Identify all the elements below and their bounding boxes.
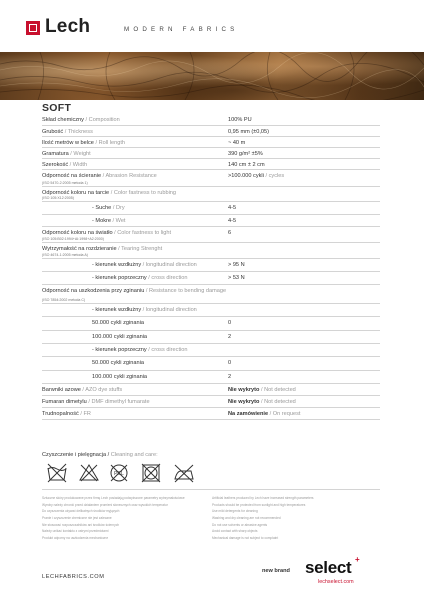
spec-value — [228, 360, 231, 366]
spec-row — [42, 317, 380, 331]
spec-standard: (ISO 5470-2:2005 metoda 1) — [42, 181, 88, 185]
spec-row — [42, 159, 380, 170]
spec-label-pl: Odporność na ścieranie — [42, 173, 102, 179]
spec-label-pl: - Mokre — [92, 218, 111, 224]
spec-value — [228, 262, 245, 268]
spec-row — [42, 396, 380, 408]
spec-value — [228, 218, 236, 224]
spec-value: Nie wykryto / Not detected — [228, 399, 296, 405]
spec-row — [42, 384, 380, 396]
spec-standard: (ISO 105:X12:2005) — [42, 196, 74, 200]
spec-value-en: cycles — [268, 173, 285, 179]
note-item: Produkt odporny na uszkodzenia mechaniczne — [42, 536, 109, 541]
spec-label-en: Roll length — [98, 140, 126, 146]
spec-value — [228, 205, 236, 211]
spec-label-en: Composition — [88, 117, 120, 123]
note-item: Należy unikać kontaktu z ostrymi przedmiotami — [42, 529, 109, 534]
spec-label: Skład chemiczny / Composition — [42, 117, 120, 123]
svg-text:PCL: PCL — [114, 471, 124, 477]
no-wash-icon — [46, 462, 68, 484]
spec-label-pl: Wytrzymałość na rozdzieranie — [42, 246, 117, 252]
spec-value — [228, 151, 263, 157]
spec-label: Trudnopalność / FR — [42, 411, 91, 417]
spec-label-en: Tearing Strenght — [121, 246, 163, 252]
note-item: Washing and dry cleaning are not recommended — [212, 516, 281, 521]
spec-label: Odporność koloru na tarcie / Color fastness to rubbing — [42, 190, 177, 196]
spec-label-en: Abrasion Resistance — [105, 173, 157, 179]
spec-value — [228, 162, 265, 168]
spec-label-en: Color fastness to rubbing — [113, 190, 177, 196]
spec-row — [42, 371, 380, 384]
spec-value-text: 100% PU — [228, 117, 252, 123]
spec-label: - kierunek wzdłużny / longitudinal direction — [92, 307, 197, 313]
spec-value — [228, 374, 231, 380]
spec-row — [42, 137, 380, 148]
spec-label: - kierunek poprzeczny / cross direction — [92, 275, 188, 281]
spec-value-text: Nie wykryto — [228, 399, 260, 405]
spec-row — [42, 243, 380, 259]
spec-row — [42, 331, 380, 344]
logo-text: Lech — [45, 16, 91, 37]
spec-label-en: Weight — [73, 151, 91, 157]
spec-row — [42, 170, 380, 187]
spec-value-text: Nie wykryto — [228, 387, 260, 393]
spec-value-en: On request — [272, 411, 301, 417]
spec-row — [42, 357, 380, 371]
spec-value — [228, 230, 231, 236]
spec-row — [42, 187, 380, 202]
spec-label-en: Wet — [115, 218, 126, 224]
spec-label — [92, 334, 147, 340]
spec-label-en: Width — [72, 162, 88, 168]
spec-label: Gramatura / Weight — [42, 151, 91, 157]
spec-value-en: Not detected — [264, 399, 296, 405]
spec-label-pl: Odporność koloru na tarcie — [42, 190, 110, 196]
spec-label-en: Dry — [115, 205, 125, 211]
spec-label-pl: Odporność koloru na światło — [42, 230, 113, 236]
spec-row — [42, 126, 380, 137]
spec-label — [92, 320, 144, 326]
spec-value — [228, 320, 231, 326]
spec-row — [42, 114, 380, 126]
spec-label-pl: Fumaran dimetylu — [42, 399, 87, 405]
spec-value: >100.000 cykli / cycles — [228, 173, 285, 179]
spec-value-text: 0 — [228, 320, 232, 326]
notes-left — [42, 496, 210, 543]
spec-label: Szerokość / Width — [42, 162, 88, 168]
spec-label-pl: Barwniki azowe — [42, 387, 81, 393]
select-url-link[interactable]: lechselect.com — [318, 579, 354, 585]
spec-value-en: Not detected — [264, 387, 296, 393]
note-item: Sztuczne skóry produkowane przez firmę Lech posiadają podwyższone parametry wytrzymałościowe — [42, 496, 185, 500]
spec-value-text: 2 — [228, 334, 232, 340]
spec-row — [42, 259, 380, 272]
spec-row — [42, 344, 380, 357]
care-title-pl: Czyszczenie i pielęgnacja — [42, 452, 107, 458]
note-item: Do czyszczenia używać delikatnych środków myjących — [42, 509, 120, 514]
note-item: Wyroby należy chronić przed działaniem promieni słonecznych oraz wysokich temperatur — [42, 502, 168, 507]
spec-label-en: longitudinal direction — [145, 307, 197, 313]
spec-row — [42, 285, 380, 304]
spec-value-text: 0,95 mm (±0,05) — [228, 129, 269, 135]
spec-label-en: cross direction — [151, 347, 188, 353]
spec-value-text: Na zamówienie — [228, 411, 269, 417]
spec-label: Odporność koloru na światło / Color fastness to light — [42, 230, 172, 236]
spec-value: Nie wykryto / Not detected — [228, 387, 296, 393]
spec-value: Na zamówienie / On request — [228, 411, 301, 417]
spec-label-pl: Szerokość — [42, 162, 69, 168]
spec-label-pl: - kierunek wzdłużny — [92, 307, 142, 313]
spec-label-en: Resistance to bending damage — [148, 288, 227, 294]
spec-row — [42, 202, 380, 215]
note-item: Artificial leathers produced by Lech have increased strength parameters — [212, 496, 314, 500]
spec-value — [228, 334, 231, 340]
spec-standard: (ISO 7854:2002 metoda C) — [42, 298, 86, 302]
note-item: Mechanical damage is not subject to complaint — [212, 536, 279, 541]
spec-value — [228, 275, 245, 281]
spec-label: - kierunek wzdłużny / longitudinal direction — [92, 262, 197, 268]
care-icons — [42, 460, 380, 490]
note-item: Do not use solvents or abrasive agents — [212, 522, 268, 527]
spec-label-en: cross direction — [151, 275, 188, 281]
spec-value-text: 6 — [228, 230, 232, 236]
note-item: Pranie i czyszczenie chemiczne nie jest zalecane — [42, 516, 112, 521]
header — [0, 0, 424, 52]
spec-value-text: >100.000 cykli — [228, 173, 264, 179]
spec-label-en: longitudinal direction — [145, 262, 197, 268]
spec-row — [42, 408, 380, 420]
spec-label-en: Color fastness to light — [117, 230, 172, 236]
leather-texture-image — [0, 52, 424, 100]
spec-label: Barwniki azowe / AZO dye stuffs — [42, 387, 123, 393]
care-title: Czyszczenie i pielęgnacja / Cleaning and care: — [42, 452, 158, 458]
notes-right — [212, 496, 380, 543]
select-plus-icon: + — [355, 555, 360, 564]
spec-label: - kierunek poprzeczny / cross direction — [92, 347, 188, 353]
no-iron-icon — [172, 462, 196, 484]
spec-label: Odporność na uszkodzenia przy zginaniu / Resistance to bending damage — [42, 288, 227, 294]
spec-label: Ilość metrów w belce / Roll length — [42, 140, 126, 146]
spec-row — [42, 215, 380, 227]
care-title-en: Cleaning and care: — [110, 452, 158, 458]
lech-logo-mark-icon — [26, 21, 40, 35]
spec-label: - Mokre / Wet — [92, 218, 126, 224]
new-brand-label: new brand — [262, 568, 290, 574]
no-dryclean-pcl-icon — [108, 462, 130, 484]
spec-value-text: 2 — [228, 374, 232, 380]
spec-label-pl: 50.000 cykli zginania — [92, 320, 144, 326]
spec-label-pl: Ilość metrów w belce — [42, 140, 94, 146]
spec-value — [228, 117, 252, 123]
note-item: Products should be protected from sunlight and high temperatures — [212, 502, 306, 507]
tagline: MODERN FABRICS — [124, 26, 239, 33]
spec-label-pl: - Suche — [92, 205, 112, 211]
spec-value-text: ~ 40 m — [228, 140, 246, 146]
spec-value-text: 4-5 — [228, 218, 237, 224]
spec-label-en: Thickness — [67, 129, 93, 135]
product-name: SOFT — [42, 102, 72, 114]
spec-value-text: 0 — [228, 360, 232, 366]
spec-label-en: DMF dimethyl fumarate — [91, 399, 150, 405]
spec-label-pl: 50.000 cykli zginania — [92, 360, 144, 366]
spec-value-text: 140 cm ± 2 cm — [228, 162, 265, 168]
spec-label: - Suche / Dry — [92, 205, 125, 211]
spec-label-pl: 100.000 cykli zginania — [92, 374, 148, 380]
spec-label-pl: - kierunek poprzeczny — [92, 347, 147, 353]
spec-label-pl: - kierunek wzdłużny — [92, 262, 142, 268]
spec-label-pl: Skład chemiczny — [42, 117, 84, 123]
spec-value — [228, 129, 269, 135]
spec-value-text: 390 g/m² ±5% — [228, 151, 263, 157]
spec-label: Wytrzymałość na rozdzieranie / Tearing Strenght — [42, 246, 163, 252]
spec-label-pl: Gramatura — [42, 151, 69, 157]
spec-standard: (ISO 105:B02:1994+AI:1998+A2:2000) — [42, 237, 104, 241]
spec-value-text: > 53 N — [228, 275, 245, 281]
spec-value — [228, 140, 245, 146]
spec-value-text: > 95 N — [228, 262, 245, 268]
note-item: Use mild detergents for cleaning — [212, 509, 258, 514]
note-item: Avoid contact with sharp objects — [212, 529, 258, 534]
spec-row — [42, 148, 380, 159]
spec-label-pl: 100.000 cykli zginania — [92, 334, 148, 340]
spec-row — [42, 227, 380, 243]
spec-value-text: 4-5 — [228, 205, 237, 211]
no-tumble-dry-icon — [140, 462, 162, 484]
spec-label-en: AZO dye stuffs — [85, 387, 123, 393]
spec-label-pl: - kierunek poprzeczny — [92, 275, 147, 281]
spec-label: Grubość / Thickness — [42, 129, 93, 135]
spec-standard: (ISO 4674-1:2005 metoda A) — [42, 253, 88, 257]
note-item: Nie stosować rozpuszczalników ani środków ściernych — [42, 522, 120, 527]
spec-label-pl: Odporność na uszkodzenia przy zginaniu — [42, 288, 145, 294]
spec-row — [42, 304, 380, 317]
spec-row — [42, 272, 380, 285]
spec-label-pl: Trudnopalność — [42, 411, 79, 417]
select-logo: select — [305, 558, 352, 577]
website-link[interactable]: LECHFABRICS.COM — [42, 574, 105, 580]
spec-label — [92, 374, 147, 380]
spec-table — [42, 114, 380, 420]
spec-label: Odporność na ścieranie / Abrasion Resistance — [42, 173, 157, 179]
spec-label — [92, 360, 144, 366]
spec-label: Fumaran dimetylu / DMF dimethyl fumarate — [42, 399, 150, 405]
no-bleach-icon — [78, 462, 100, 484]
spec-label-pl: Grubość — [42, 129, 64, 135]
spec-label-en: FR — [83, 411, 91, 417]
